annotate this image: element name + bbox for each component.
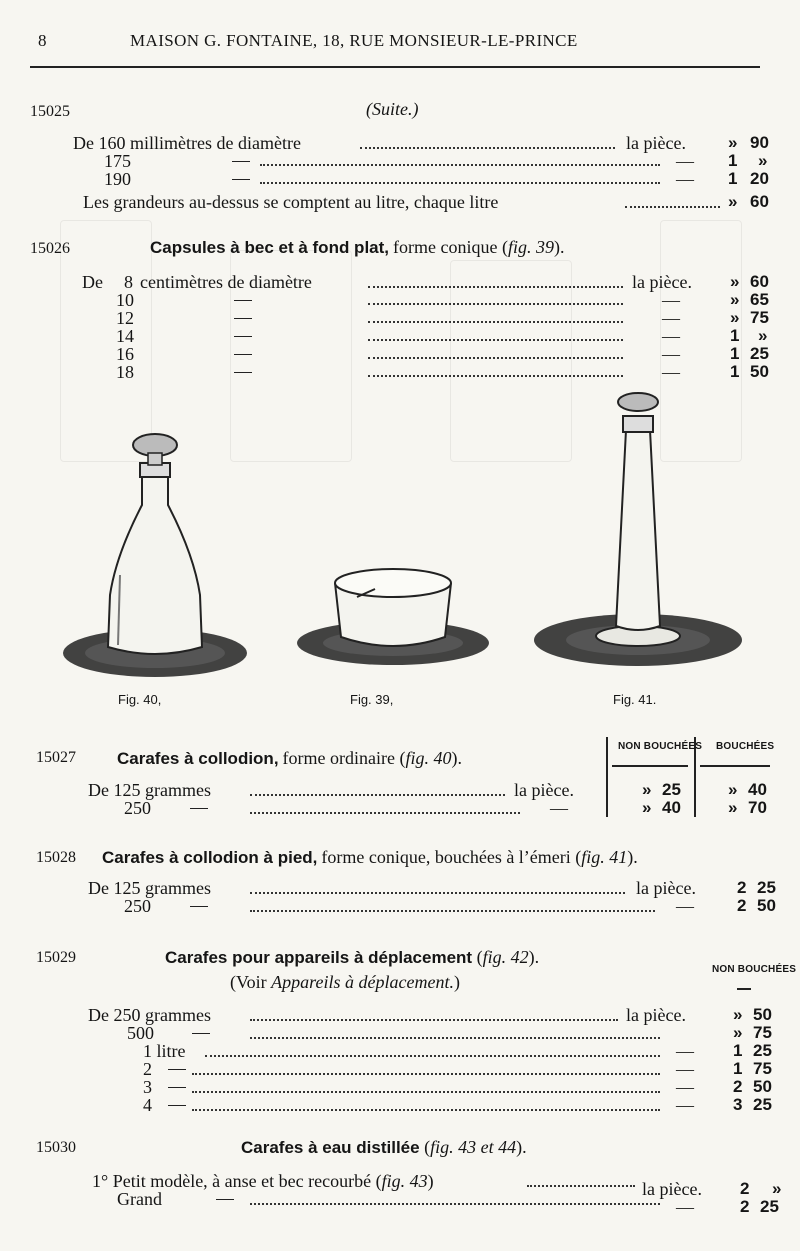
row-qty: 1 litre bbox=[143, 1041, 186, 1061]
row-qty: Grand bbox=[117, 1189, 162, 1209]
item-ref-15027: 15027 bbox=[36, 749, 76, 766]
price-francs: 1 bbox=[733, 1041, 743, 1060]
dot-leader bbox=[368, 375, 623, 377]
price-non-bouchee-centimes: 25 bbox=[662, 780, 681, 799]
row-unit: la pièce. bbox=[514, 780, 574, 800]
item-title-15029: Carafes pour appareils à déplacement (fig. 42). bbox=[165, 947, 540, 967]
row-qty: De 125 grammes bbox=[88, 878, 211, 898]
item-title-15028: Carafes à collodion à pied, forme conique, bouchées à l’émeri (fig. 41). bbox=[102, 847, 638, 867]
row-qty: 3 bbox=[143, 1077, 152, 1097]
row-qty: De 250 grammes bbox=[88, 1005, 211, 1025]
figure-39-capsule bbox=[295, 555, 495, 675]
price-centimes: » bbox=[772, 1179, 782, 1198]
price-francs: » bbox=[728, 192, 738, 211]
ditto-mark bbox=[234, 372, 252, 373]
row-unit: — bbox=[662, 344, 680, 364]
dot-leader bbox=[250, 910, 655, 912]
row-unit: la pièce. bbox=[636, 878, 696, 898]
price-francs: 2 bbox=[737, 896, 747, 915]
dot-leader bbox=[260, 182, 660, 184]
price-francs: » bbox=[730, 290, 740, 309]
item-title-15026: Capsules à bec et à fond plat, forme conique (fig. 39). bbox=[150, 237, 565, 257]
price-centimes: 25 bbox=[757, 878, 776, 897]
dot-leader bbox=[250, 794, 505, 796]
ditto-mark bbox=[234, 300, 252, 301]
dot-leader bbox=[192, 1109, 660, 1111]
price-francs: » bbox=[730, 308, 740, 327]
price-centimes: 75 bbox=[750, 308, 769, 327]
row-qty: 175 bbox=[104, 151, 131, 171]
price-centimes: 50 bbox=[753, 1005, 772, 1024]
title-bold: Capsules à bec et à fond plat, bbox=[150, 238, 390, 257]
price-centimes: 25 bbox=[753, 1041, 772, 1060]
ditto-mark bbox=[168, 1105, 186, 1106]
dot-leader bbox=[368, 303, 623, 305]
ditto-mark bbox=[190, 906, 208, 907]
dot-leader bbox=[205, 1055, 660, 1057]
ditto-mark bbox=[234, 336, 252, 337]
fig40-bottle bbox=[108, 475, 202, 654]
price-francs: » bbox=[733, 1023, 743, 1042]
row-qty: De 125 grammes bbox=[88, 780, 211, 800]
dot-leader bbox=[250, 892, 625, 894]
item-title-15030: Carafes à eau distillée (fig. 43 et 44). bbox=[241, 1137, 527, 1157]
col-header-bouchees: BOUCHÉES bbox=[716, 741, 775, 752]
dot-leader bbox=[192, 1091, 660, 1093]
price-francs: 1 bbox=[728, 151, 738, 170]
row-qty: 4 bbox=[143, 1095, 152, 1115]
row-unit: — bbox=[676, 1041, 694, 1061]
row-unit: la pièce. bbox=[632, 272, 692, 292]
price-francs: » bbox=[728, 133, 738, 152]
table-vrule-left bbox=[606, 737, 608, 817]
dot-leader bbox=[368, 339, 623, 341]
price-francs: 1 bbox=[730, 362, 740, 381]
col-header-dash bbox=[737, 988, 751, 990]
price-francs: 2 bbox=[740, 1197, 750, 1216]
price-francs: 1 bbox=[730, 344, 740, 363]
price-centimes: 75 bbox=[753, 1023, 772, 1042]
dot-leader bbox=[625, 206, 720, 208]
price-non-bouchee-francs: » bbox=[642, 780, 652, 799]
ditto-mark bbox=[190, 808, 208, 809]
dot-leader bbox=[260, 164, 660, 166]
row-unit: — bbox=[662, 290, 680, 310]
row-qty: 1° Petit modèle, à anse et bec recourbé (fig. 43) bbox=[92, 1171, 434, 1191]
header-rule bbox=[30, 66, 760, 68]
dot-leader bbox=[360, 147, 615, 149]
price-francs: » bbox=[733, 1005, 743, 1024]
ditto-mark bbox=[216, 1199, 234, 1200]
price-francs: 1 bbox=[733, 1059, 743, 1078]
price-centimes: 50 bbox=[753, 1077, 772, 1096]
fig41-neck bbox=[623, 416, 653, 432]
dot-leader bbox=[250, 1203, 660, 1205]
title-bold: Carafes pour appareils à déplacement bbox=[165, 948, 473, 967]
row-qty: 190 bbox=[104, 169, 131, 189]
price-centimes: 60 bbox=[750, 272, 769, 291]
ditto-mark bbox=[192, 1033, 210, 1034]
price-centimes: 90 bbox=[750, 133, 769, 152]
fig41-stopper bbox=[618, 393, 658, 411]
row-unit: — bbox=[676, 1197, 694, 1217]
ditto-mark bbox=[168, 1069, 186, 1070]
fig-ref: fig. 39 bbox=[507, 237, 554, 257]
price-centimes: 65 bbox=[750, 290, 769, 309]
price-centimes: » bbox=[758, 326, 768, 345]
dot-leader bbox=[527, 1185, 635, 1187]
dot-leader bbox=[368, 286, 623, 288]
page-number: 8 bbox=[38, 31, 47, 50]
fig40-caption: Fig. 40, bbox=[118, 692, 162, 707]
price-centimes: 25 bbox=[760, 1197, 779, 1216]
fig-ref: fig. 41 bbox=[581, 847, 628, 867]
row-unit: — bbox=[662, 308, 680, 328]
title-bold: Carafes à eau distillée bbox=[241, 1138, 420, 1157]
row-qty: 8 bbox=[124, 272, 133, 292]
row-qty: 500 bbox=[127, 1023, 154, 1043]
item-ref-15025: 15025 bbox=[30, 103, 70, 120]
row-unit: — bbox=[676, 1077, 694, 1097]
row-unit: — bbox=[550, 798, 568, 818]
price-francs: 1 bbox=[728, 169, 738, 188]
price-bouchee-francs: » bbox=[728, 798, 738, 817]
row-unit: la pièce. bbox=[642, 1179, 702, 1199]
price-centimes: 20 bbox=[750, 169, 769, 188]
price-non-bouchee-centimes: 40 bbox=[662, 798, 681, 817]
ditto-mark bbox=[232, 161, 250, 162]
ditto-mark bbox=[234, 354, 252, 355]
price-centimes: 60 bbox=[750, 192, 769, 211]
item-ref-15030: 15030 bbox=[36, 1139, 76, 1156]
fig41-body bbox=[616, 430, 660, 630]
row-qty: 250 bbox=[124, 798, 151, 818]
row-qty: 2 bbox=[143, 1059, 152, 1079]
figure-40-collodion-carafe bbox=[60, 425, 260, 680]
table-hrule bbox=[612, 765, 688, 767]
title-bold: Carafes à collodion, bbox=[117, 749, 279, 768]
price-centimes: 25 bbox=[750, 344, 769, 363]
dot-leader bbox=[250, 812, 520, 814]
price-centimes: 50 bbox=[750, 362, 769, 381]
item-ref-15029: 15029 bbox=[36, 949, 76, 966]
fig-ref: fig. 40 bbox=[405, 748, 452, 768]
dot-leader bbox=[368, 321, 623, 323]
fig40-stopper-stem bbox=[148, 453, 162, 465]
item-ref-15028: 15028 bbox=[36, 849, 76, 866]
table-hrule bbox=[700, 765, 770, 767]
price-francs: 3 bbox=[733, 1095, 743, 1114]
fig39-caption: Fig. 39, bbox=[350, 692, 394, 707]
price-centimes: 50 bbox=[757, 896, 776, 915]
ditto-mark bbox=[168, 1087, 186, 1088]
see-also: (Voir Appareils à déplacement.) bbox=[230, 972, 460, 992]
item-title-15027: Carafes à collodion, forme ordinaire (fig. 40). bbox=[117, 748, 463, 768]
ditto-mark bbox=[232, 179, 250, 180]
row-dimension: centimètres de diamètre bbox=[140, 272, 312, 292]
item-ref-15026: 15026 bbox=[30, 240, 70, 257]
row-unit: — bbox=[676, 1095, 694, 1115]
price-non-bouchee-francs: » bbox=[642, 798, 652, 817]
page-header-title: MAISON G. FONTAINE, 18, RUE MONSIEUR-LE-PRINCE bbox=[130, 31, 578, 50]
title-rest: forme conique bbox=[393, 237, 498, 257]
row-lead-in: De bbox=[82, 272, 103, 292]
row-qty: 16 bbox=[116, 344, 134, 364]
col-header-non-bouchees: NON BOUCHÉES bbox=[618, 741, 703, 752]
dot-leader bbox=[250, 1019, 618, 1021]
price-centimes: 25 bbox=[753, 1095, 772, 1114]
dot-leader bbox=[368, 357, 623, 359]
title-rest: forme conique, bouchées à l’émeri bbox=[321, 847, 571, 867]
row-qty: 18 bbox=[116, 362, 134, 382]
row-unit: — bbox=[662, 362, 680, 382]
price-francs: » bbox=[730, 272, 740, 291]
price-francs: 2 bbox=[737, 878, 747, 897]
price-centimes: » bbox=[758, 151, 768, 170]
dot-leader bbox=[250, 1037, 660, 1039]
row-qty: De 160 millimètres de diamètre bbox=[73, 133, 301, 153]
row-qty: 250 bbox=[124, 896, 151, 916]
row-unit: — bbox=[676, 1059, 694, 1079]
row-unit: — bbox=[676, 169, 694, 189]
row-qty: 14 bbox=[116, 326, 134, 346]
row-unit: la pièce. bbox=[626, 1005, 686, 1025]
price-bouchee-francs: » bbox=[728, 780, 738, 799]
row-unit: — bbox=[662, 326, 680, 346]
note-text: Les grandeurs au-dessus se comptent au litre, chaque litre bbox=[83, 192, 499, 212]
price-bouchee-centimes: 70 bbox=[748, 798, 767, 817]
figure-41-conical-carafe bbox=[530, 390, 745, 680]
row-qty: 12 bbox=[116, 308, 134, 328]
row-qty: 10 bbox=[116, 290, 134, 310]
fig41-caption: Fig. 41. bbox=[613, 692, 657, 707]
ditto-mark bbox=[234, 318, 252, 319]
section-heading-suite: (Suite.) bbox=[366, 99, 419, 119]
title-bold: Carafes à collodion à pied, bbox=[102, 848, 318, 867]
fig-ref: fig. 43 et 44 bbox=[430, 1137, 517, 1157]
dot-leader bbox=[192, 1073, 660, 1075]
price-centimes: 75 bbox=[753, 1059, 772, 1078]
title-rest: forme ordinaire bbox=[282, 748, 395, 768]
col-header-non-bouchees: NON BOUCHÉES bbox=[712, 964, 797, 975]
row-unit: — bbox=[676, 896, 694, 916]
price-francs: 2 bbox=[740, 1179, 750, 1198]
price-francs: 2 bbox=[733, 1077, 743, 1096]
price-bouchee-centimes: 40 bbox=[748, 780, 767, 799]
row-unit: — bbox=[676, 151, 694, 171]
fig39-rim bbox=[335, 569, 451, 597]
price-francs: 1 bbox=[730, 326, 740, 345]
row-unit: la pièce. bbox=[626, 133, 686, 153]
fig-ref: fig. 42 bbox=[482, 947, 529, 967]
